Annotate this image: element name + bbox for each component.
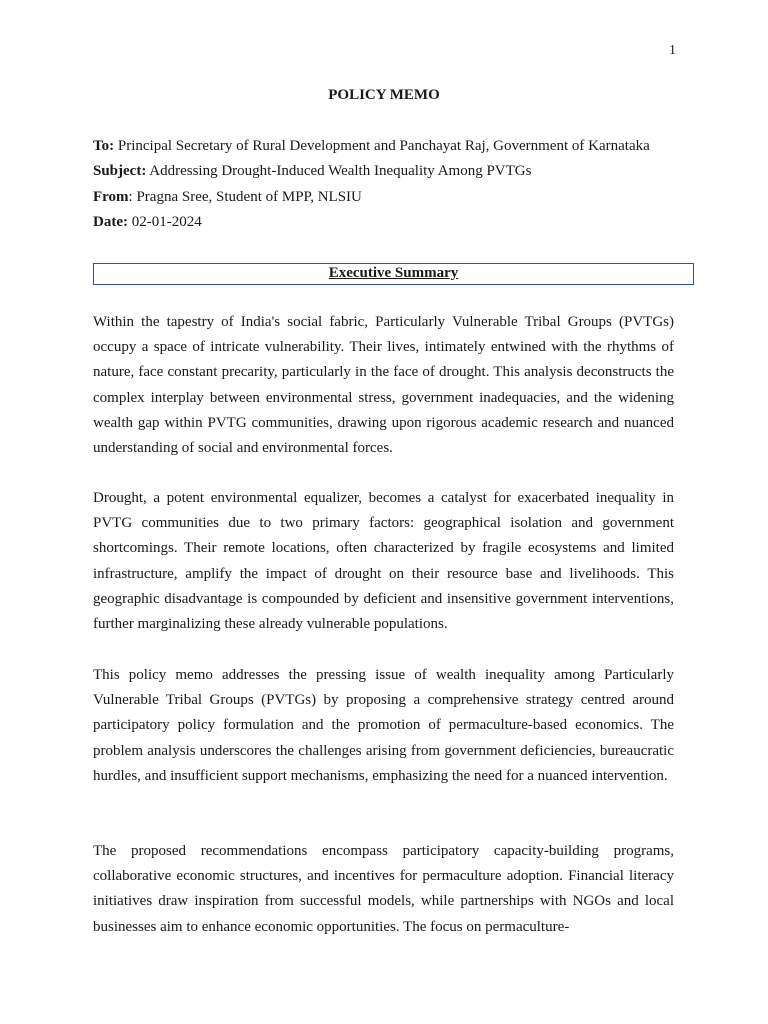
paragraph-2: Drought, a potent environmental equalizer, becomes a catalyst for exacerbated inequality in PVTG communities due to two primary factors: geographical isolation and government shortcomings. Their remote locations, often characterized by fragile ecosystems and limited infrastructure, amplify the impact of drought on their resource base and livelihoods. This geographic disadvantage is compounded by deficient and insensitive government interventions, further marginalizing these already vulnerable populations. (93, 490, 674, 633)
memo-header (93, 136, 683, 237)
date-value: 02-01-2024 (127, 213, 202, 230)
executive-summary-heading-box (93, 263, 694, 285)
paragraph-3: This policy memo addresses the pressing issue of wealth inequality among Particularly Vulnerable Tribal Groups (PVTGs) by proposing a comprehensive strategy centred around participatory policy formulation and the promotion of permaculture-based economics. The problem analysis underscores the challenges arising from government deficiencies, bureaucratic hurdles, and insufficient support mechanisms, emphasizing the need for a nuanced intervention. (93, 667, 674, 784)
subject-value: Addressing Drought-Induced Wealth Inequality Among PVTGs (146, 163, 532, 180)
from-line (93, 187, 683, 212)
from-value: : Pragna Sree, Student of MPP, NLSIU (128, 188, 362, 205)
memo-title: POLICY MEMO (328, 87, 440, 103)
paragraph-1: Within the tapestry of India's social fabric, Particularly Vulnerable Tribal Groups (PVTGs) occupy a space of intricate vulnerability. Their lives, intimately entwined with the rhythms of nature, face constant precarity, particularly in the face of drought. This analysis deconstructs the complex interplay between environmental stress, government inadequacies, and the widening wealth gap within PVTG communities, drawing upon rigorous academic research and nuanced understanding of social and environmental forces. (93, 314, 674, 457)
from-label: From (93, 188, 129, 205)
date-label: Date: (93, 213, 128, 230)
to-line (93, 136, 683, 161)
page-number: 1 (669, 43, 676, 58)
subject-label: Subject: (93, 163, 147, 180)
subject-line (93, 161, 683, 186)
to-label: To: (93, 138, 115, 154)
paragraph-4: The proposed recommendations encompass participatory capacity-building programs, collaborative economic structures, and incentives for permaculture adoption. Financial literacy initiatives draw inspiration from successful models, while partnerships with NGOs and local businesses aim to enhance economic opportunities. The focus on permaculture- (93, 843, 674, 935)
to-value: Principal Secretary of Rural Development and Panchayat Raj, Government of Karnataka (114, 138, 650, 154)
executive-summary-heading: Executive Summary (328, 265, 459, 281)
date-line (93, 212, 683, 237)
